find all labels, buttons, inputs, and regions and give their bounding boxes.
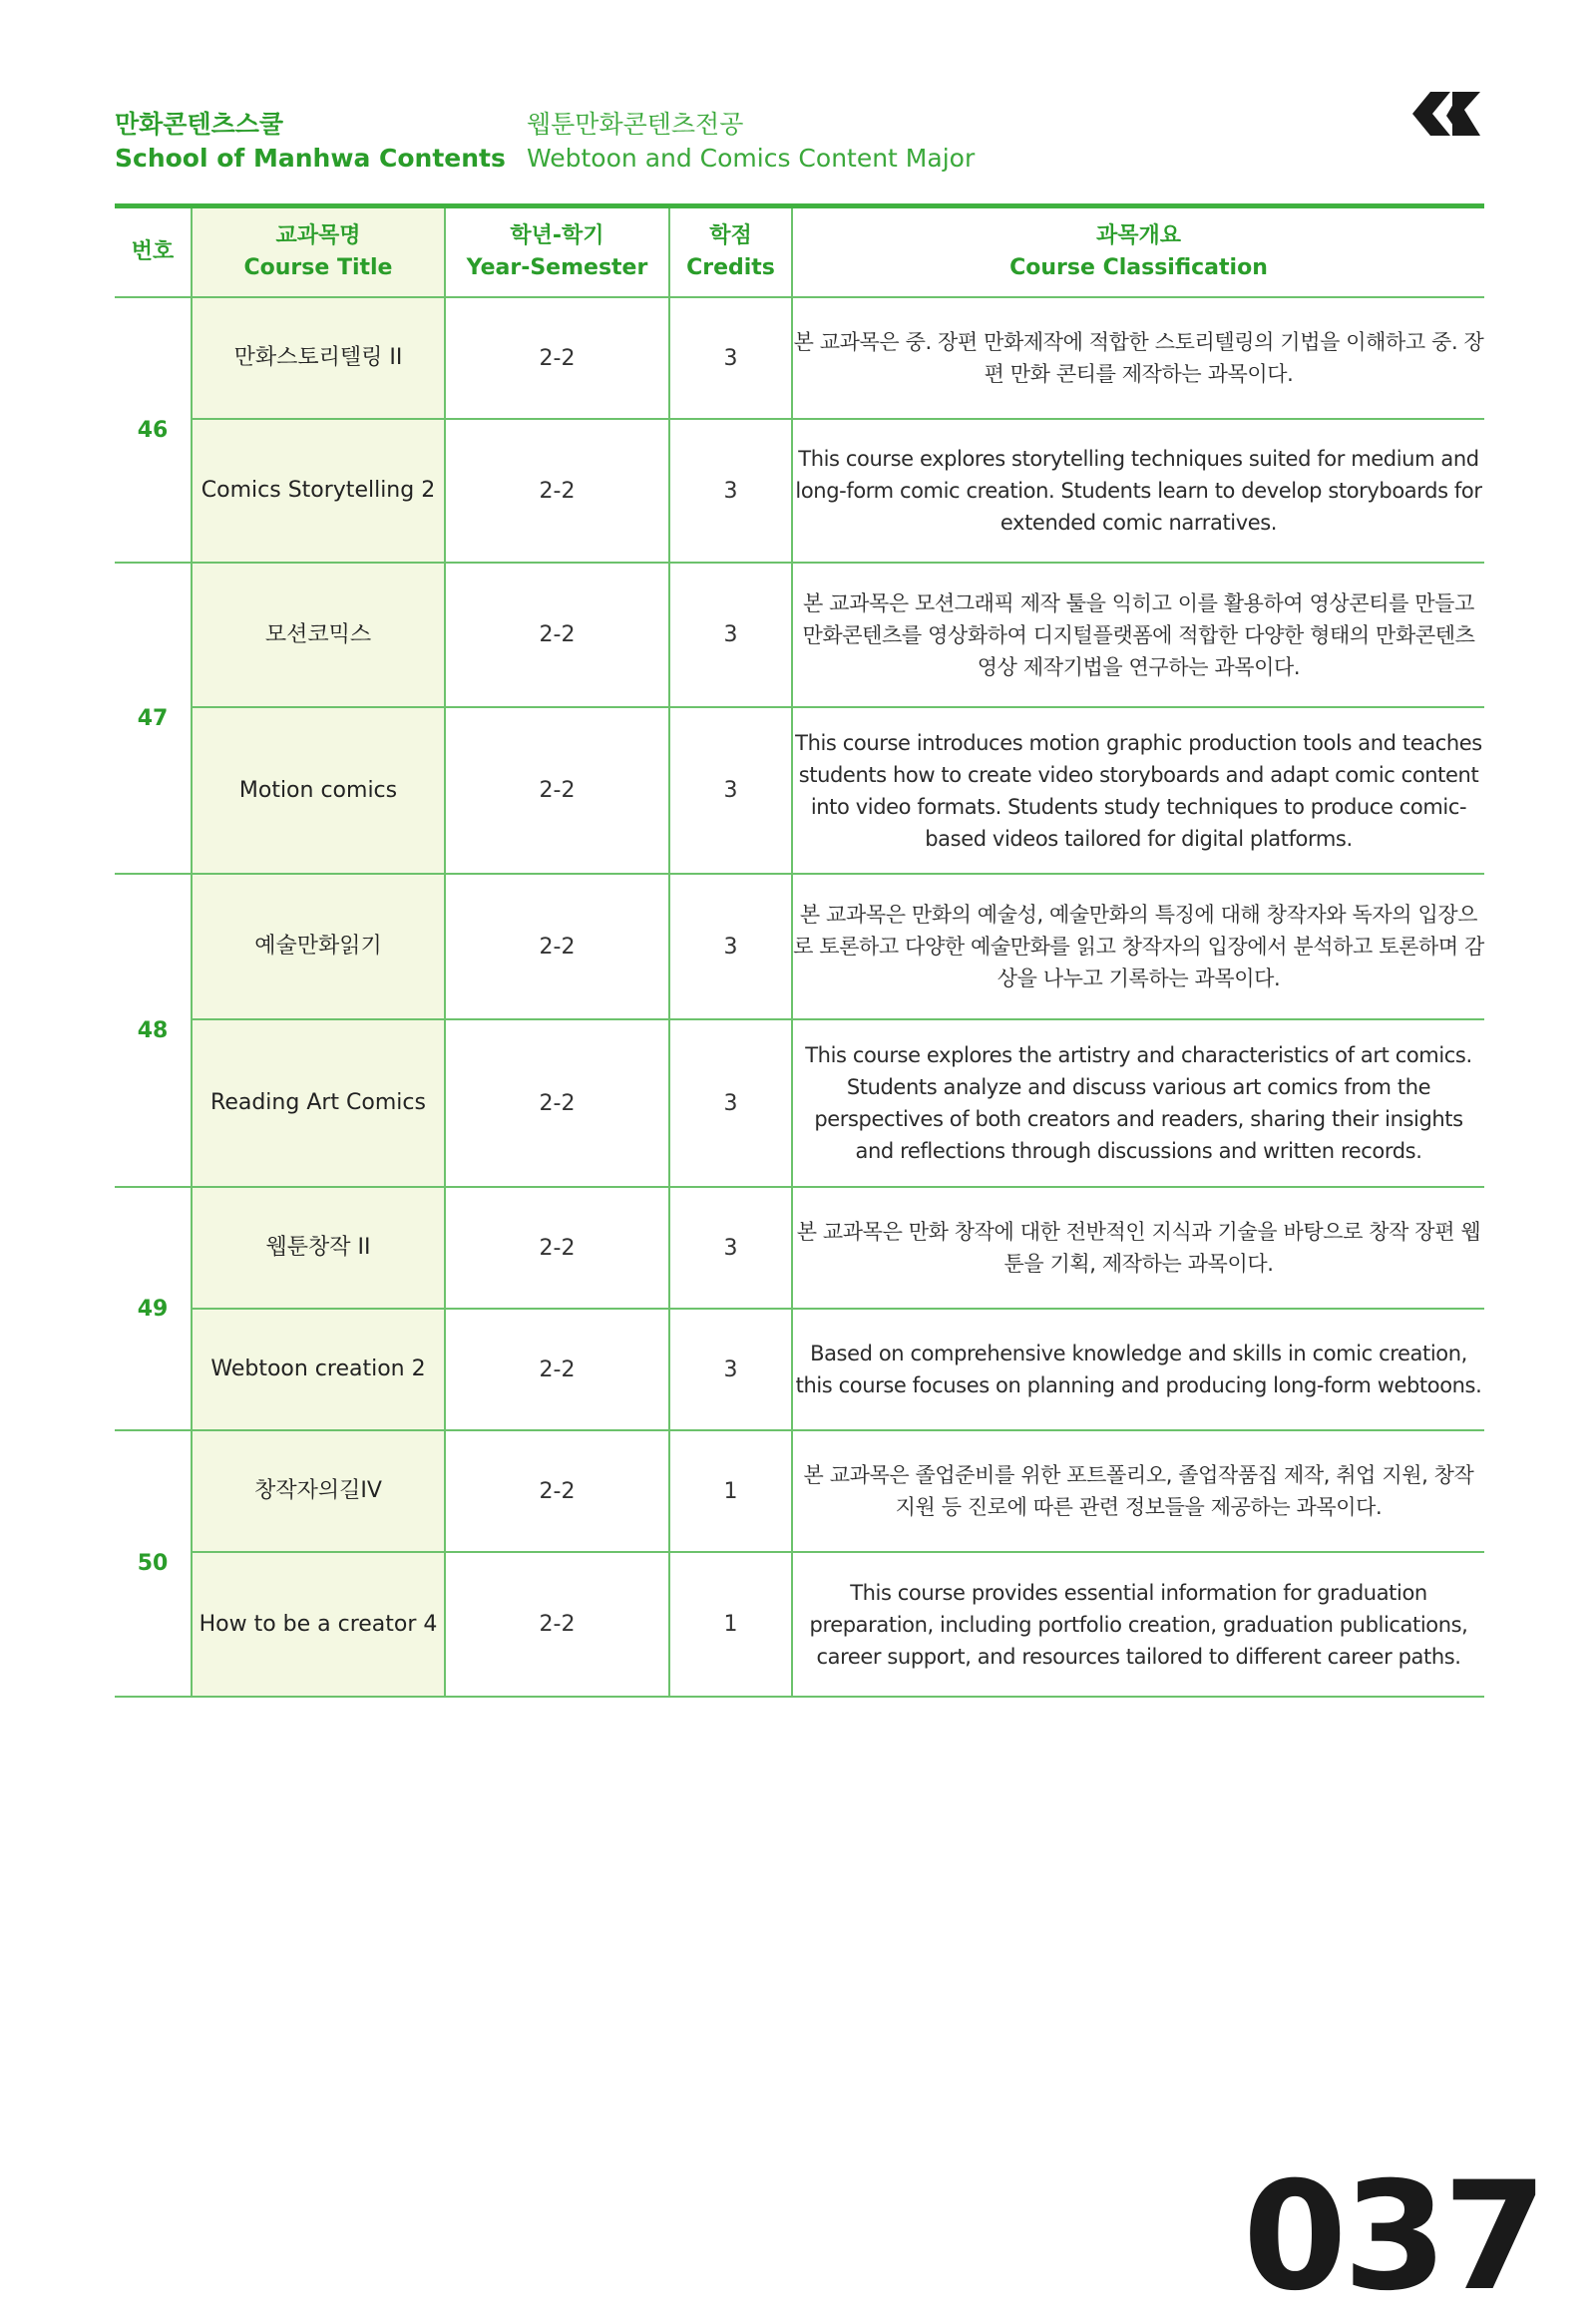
year-semester: 2-2 <box>445 1019 669 1187</box>
course-number: 50 <box>115 1430 192 1697</box>
credits: 3 <box>669 707 792 874</box>
course-title-en: Comics Storytelling 2 <box>192 419 445 563</box>
credits: 3 <box>669 1309 792 1430</box>
table-row <box>115 1552 1484 1697</box>
credits: 3 <box>669 1187 792 1309</box>
table-row <box>115 1309 1484 1430</box>
credits: 3 <box>669 419 792 563</box>
year-semester: 2-2 <box>445 419 669 563</box>
year-semester: 2-2 <box>445 1309 669 1430</box>
credits: 3 <box>669 297 792 419</box>
course-title-en: Motion comics <box>192 707 445 874</box>
major-heading <box>527 108 975 176</box>
course-title-ko: 만화스토리텔링 II <box>192 297 445 419</box>
course-title-en: Webtoon creation 2 <box>192 1309 445 1430</box>
header-year-semester: 학년-학기 Year-Semester <box>445 208 669 297</box>
course-number: 49 <box>115 1187 192 1430</box>
course-title-en: Reading Art Comics <box>192 1019 445 1187</box>
course-description-ko: 본 교과목은 졸업준비를 위한 포트폴리오, 졸업작품집 제작, 취업 지원, 창작 지원 등 진로에 따른 관련 정보들을 제공하는 과목이다. <box>792 1430 1484 1552</box>
page-number: 037 <box>1243 2150 1544 2324</box>
credits: 3 <box>669 1019 792 1187</box>
header-number: 번호 <box>115 208 192 297</box>
school-heading <box>115 108 506 176</box>
course-number: 47 <box>115 563 192 874</box>
school-name-ko: 만화콘텐츠스쿨 <box>115 110 284 139</box>
course-description-en: This course explores the artistry and characteristics of art comics. Students analyze and discuss various art comics from the perspectives of both creators and readers, sharing their insights and reflections through discussions and written records. <box>792 1019 1484 1187</box>
header-course-title: 교과목명 Course Title <box>192 208 445 297</box>
course-number: 46 <box>115 297 192 563</box>
header-classification: 과목개요 Course Classification <box>792 208 1484 297</box>
credits: 1 <box>669 1430 792 1552</box>
table-row <box>115 1430 1484 1552</box>
credits: 3 <box>669 563 792 707</box>
course-table <box>115 208 1484 1698</box>
course-title-ko: 창작자의길IV <box>192 1430 445 1552</box>
course-description-ko: 본 교과목은 중. 장편 만화제작에 적합한 스토리텔링의 기법을 이해하고 중. 장편 만화 콘티를 제작하는 과목이다. <box>792 297 1484 419</box>
school-name-en: School of Manhwa Contents <box>115 144 506 173</box>
course-number: 48 <box>115 874 192 1187</box>
year-semester: 2-2 <box>445 707 669 874</box>
course-description-en: This course provides essential information for graduation preparation, including portfolio creation, graduation publications, career support, and resources tailored to different career paths. <box>792 1552 1484 1697</box>
table-row <box>115 419 1484 563</box>
table-row <box>115 707 1484 874</box>
course-description-ko: 본 교과목은 만화의 예술성, 예술만화의 특징에 대해 창작자와 독자의 입장으로 토론하고 다양한 예술만화를 읽고 창작자의 입장에서 분석하고 토론하며 감상을 나누고 기록하는 과목이다. <box>792 874 1484 1019</box>
table-row <box>115 1019 1484 1187</box>
course-title-ko: 예술만화읽기 <box>192 874 445 1019</box>
year-semester: 2-2 <box>445 1430 669 1552</box>
table-row <box>115 874 1484 1019</box>
year-semester: 2-2 <box>445 1552 669 1697</box>
course-title-ko: 웹툰창작 II <box>192 1187 445 1309</box>
year-semester: 2-2 <box>445 563 669 707</box>
table-row <box>115 1187 1484 1309</box>
year-semester: 2-2 <box>445 297 669 419</box>
course-description-en: Based on comprehensive knowledge and skills in comic creation, this course focuses on planning and producing long-form webtoons. <box>792 1309 1484 1430</box>
course-description-ko: 본 교과목은 모션그래픽 제작 툴을 익히고 이를 활용하여 영상콘티를 만들고 만화콘텐츠를 영상화하여 디지털플랫폼에 적합한 다양한 형태의 만화콘텐츠영상 제작기법을 연구하는 과목이다. <box>792 563 1484 707</box>
table-row <box>115 563 1484 707</box>
course-title-en: How to be a creator 4 <box>192 1552 445 1697</box>
credits: 3 <box>669 874 792 1019</box>
course-description-ko: 본 교과목은 만화 창작에 대한 전반적인 지식과 기술을 바탕으로 창작 장편 웹툰을 기획, 제작하는 과목이다. <box>792 1187 1484 1309</box>
course-description-en: This course introduces motion graphic production tools and teaches students how to create video storyboards and adapt comic content into video formats. Students study techniques to produce comic-based videos tailored for digital platforms. <box>792 707 1484 874</box>
credits: 1 <box>669 1552 792 1697</box>
course-title-ko: 모션코믹스 <box>192 563 445 707</box>
year-semester: 2-2 <box>445 1187 669 1309</box>
header-credits: 학점 Credits <box>669 208 792 297</box>
table-row <box>115 297 1484 419</box>
ck-logo-icon <box>1404 88 1484 140</box>
table-header-row <box>115 208 1484 297</box>
major-name-ko: 웹툰만화콘텐츠전공 <box>527 110 744 139</box>
major-name-en: Webtoon and Comics Content Major <box>527 144 976 173</box>
year-semester: 2-2 <box>445 874 669 1019</box>
course-description-en: This course explores storytelling techniques suited for medium and long-form comic creation. Students learn to develop storyboards for extended comic narratives. <box>792 419 1484 563</box>
